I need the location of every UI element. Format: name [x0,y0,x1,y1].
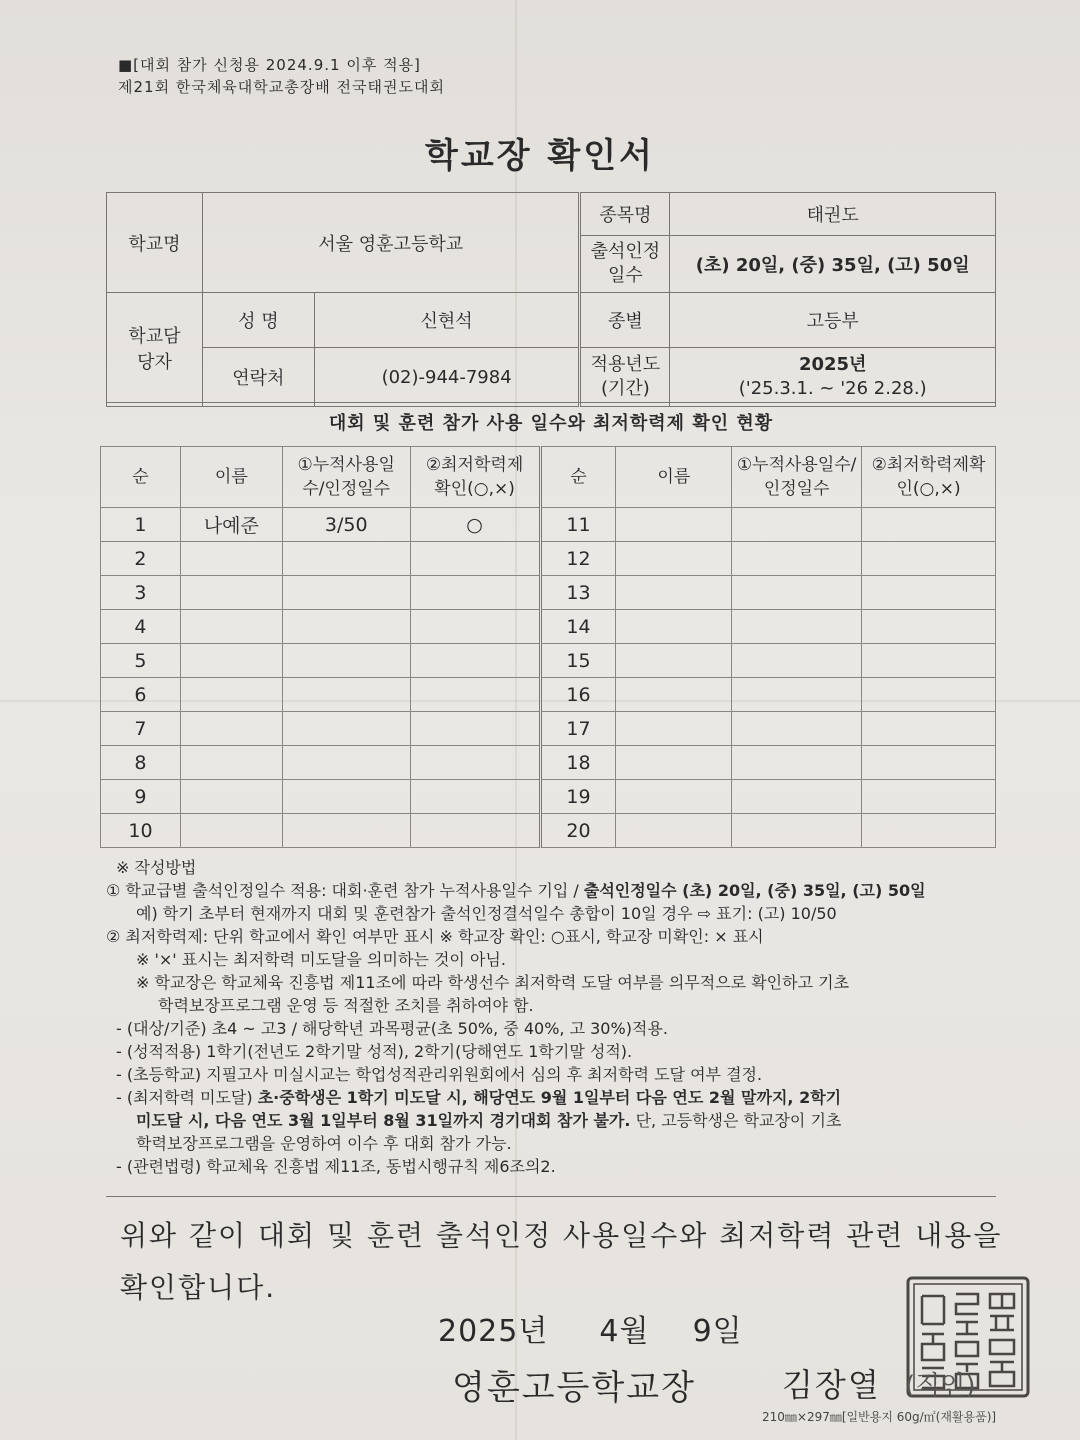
empty-cell [180,712,282,746]
empty-cell [410,610,540,644]
empty-cell [282,746,410,780]
empty-cell [410,814,540,848]
table-row [101,576,996,610]
empty-cell [410,542,540,576]
instructions [106,856,1036,1178]
row-number: 2 [101,542,181,576]
detail-not-reached-bold-2: 미도달 시, 다음 연도 3월 1일부터 8월 31일까지 경기대회 참가 불가. [136,1111,631,1130]
instruction-1-example: 예) 학기 초부터 현재까지 대회 및 훈련참가 출석인정결석일수 총합이 10일 경우 ⇨ 표기: (고) 10/50 [136,904,837,923]
row-number-right: 18 [540,746,616,780]
date-month: 4월 [599,1314,650,1349]
row-number-right: 11 [540,508,616,542]
empty-cell [180,542,282,576]
empty-cell [732,542,862,576]
col-header-no: 순 [101,447,181,508]
empty-cell [180,678,282,712]
detail-elementary: - (초등학교) 지필고사 미실시교는 학업성적관리위원회에서 심의 후 최저학력 도달 여부 결정. [116,1065,763,1084]
col-header-no-right: 순 [540,447,616,508]
empty-cell [410,780,540,814]
contact-label: 연락처 [202,348,314,407]
confirmation-line-2: 확인합니다. [120,1271,277,1304]
apply-period-value: ('25.3.1. ~ '26 2.28.) [738,378,927,399]
date-year: 2025년 [438,1314,549,1349]
table-row [101,542,996,576]
detail-not-reached-cont [106,1109,1036,1132]
table-row [101,746,996,780]
row-number: 10 [101,814,181,848]
principal-title: 영훈고등학교장 [452,1368,696,1408]
empty-cell [862,712,996,746]
empty-cell [732,712,862,746]
divider [106,1196,996,1197]
empty-cell [180,576,282,610]
form-usage-note: ■[대회 참가 신청용 2024.9.1 이후 적용] [118,56,421,74]
empty-cell [180,780,282,814]
col-header-name-right: 이름 [616,447,732,508]
instruction-1-bold: 출석인정일수 (초) 20일, (중) 35일, (고) 50일 [583,881,926,900]
event-label: 종목명 [580,193,670,236]
division-label: 종별 [580,293,670,348]
detail-not-reached [106,1086,1036,1109]
row-number-right: 19 [540,780,616,814]
student-check: ○ [410,508,540,542]
empty-cell [410,576,540,610]
empty-cell [732,780,862,814]
apply-year-label: 적용년도(기간) [580,348,670,407]
table-row [101,814,996,848]
col-header-name: 이름 [180,447,282,508]
empty-cell [732,610,862,644]
instruction-1-text: ① 학교급별 출석인정일수 적용: 대회·훈련 참가 누적사용일수 기입 / [106,881,579,900]
row-number: 7 [101,712,181,746]
empty-cell [410,712,540,746]
empty-cell [180,644,282,678]
school-name-label: 학교명 [107,193,203,293]
instruction-2-note-a: ※ '×' 표시는 최저학력 미도달을 의미하는 것이 아님. [136,950,506,969]
table-row [101,780,996,814]
confirmation-line-1: 위와 같이 대회 및 훈련 출석인정 사용일수와 최저학력 관련 내용을 [120,1219,1003,1252]
row-number-right: 16 [540,678,616,712]
empty-cell [862,746,996,780]
instruction-2: ② 최저학력제: 단위 학교에서 확인 여부만 표시 ※ 학교장 확인: ○표시, 학교장 미확인: × 표시 [106,927,764,946]
empty-cell [862,576,996,610]
school-info-table [106,192,996,407]
division-value: 고등부 [670,293,996,348]
table-row [101,678,996,712]
instruction-1 [106,879,1036,902]
empty-cell [616,644,732,678]
instruction-2-note-b: ※ 학교장은 학교체육 진흥법 제11조에 따라 학생선수 최저학력 도달 여부를 의무적으로 확인하고 기초 [136,973,850,992]
row-number: 4 [101,610,181,644]
empty-cell [616,678,732,712]
empty-cell [282,678,410,712]
empty-cell [282,814,410,848]
date-day: 9일 [692,1314,743,1349]
principal-name: 김장열 [782,1366,881,1404]
detail-not-reached-post: 단, 고등학생은 학교장이 기초 [635,1111,842,1130]
seal-label: (직인) [905,1371,976,1401]
issue-date [438,1306,743,1350]
empty-cell [282,576,410,610]
apply-year-value: 2025년 [798,354,867,375]
empty-cell [732,644,862,678]
empty-cell [732,508,862,542]
empty-cell [862,610,996,644]
detail-not-reached-label: - (최저학력 미도달) [116,1088,253,1107]
detail-not-reached-bold: 초·중학생은 1학기 미도달 시, 해당연도 9월 1일부터 다음 연도 2월 말까지, 2학기 [257,1088,842,1107]
table-row [101,610,996,644]
empty-cell [862,814,996,848]
empty-cell [616,508,732,542]
row-number: 3 [101,576,181,610]
student-name: 나예준 [180,508,282,542]
col-header-check-right: ②최저학력제확인(○,×) [862,447,996,508]
empty-cell [616,542,732,576]
document-title: 학교장 확인서 [425,136,655,176]
manager-name-label: 성 명 [202,293,314,348]
empty-cell [616,610,732,644]
empty-cell [282,644,410,678]
row-number-right: 12 [540,542,616,576]
row-number: 8 [101,746,181,780]
roster-subtitle: 대회 및 훈련 참가 사용 일수와 최저학력제 확인 현황 [106,402,996,445]
empty-cell [862,508,996,542]
row-number-right: 13 [540,576,616,610]
student-days: 3/50 [282,508,410,542]
row-number: 6 [101,678,181,712]
detail-law: - (관련법령) 학교체육 진흥법 제11조, 동법시행규칙 제6조의2. [116,1157,556,1176]
col-header-days: ①누적사용일수/인정일수 [282,447,410,508]
row-number-right: 15 [540,644,616,678]
empty-cell [732,576,862,610]
roster-table [100,446,996,848]
empty-cell [862,678,996,712]
competition-name: 제21회 한국체육대학교총장배 전국태권도대회 [118,78,445,96]
empty-cell [410,644,540,678]
empty-cell [862,780,996,814]
empty-cell [862,542,996,576]
empty-cell [616,576,732,610]
empty-cell [616,814,732,848]
row-number-right: 20 [540,814,616,848]
empty-cell [180,610,282,644]
manager-label: 학교담당자 [107,293,203,407]
empty-cell [410,678,540,712]
row-number: 9 [101,780,181,814]
row-number-right: 14 [540,610,616,644]
empty-cell [732,746,862,780]
empty-cell [180,814,282,848]
empty-cell [616,780,732,814]
table-row [101,508,996,542]
empty-cell [282,780,410,814]
row-number: 5 [101,644,181,678]
empty-cell [282,542,410,576]
attendance-days-label: 출석인정일수 [580,236,670,293]
detail-target: - (대상/기준) 초4 ~ 고3 / 해당학년 과목평균(초 50%, 중 40%, 고 30%)적용. [116,1019,668,1038]
table-row [101,644,996,678]
empty-cell [862,644,996,678]
empty-cell [180,746,282,780]
event-value: 태권도 [670,193,996,236]
empty-cell [616,746,732,780]
row-number-right: 17 [540,712,616,746]
paper-spec: 210㎜×297㎜[일반용지 60g/㎡(재활용품)] [762,1410,997,1424]
detail-grades: - (성적적용) 1학기(전년도 2학기말 성적), 2학기(당해연도 1학기말 성적). [116,1042,633,1061]
instruction-2-note-b-cont: 학력보장프로그램 운영 등 적절한 조치를 취하여야 함. [158,996,534,1015]
empty-cell [410,746,540,780]
detail-not-reached-post-2: 학력보장프로그램을 운영하여 이수 후 대회 참가 가능. [136,1134,512,1153]
empty-cell [282,610,410,644]
col-header-days-right: ①누적사용일수/인정일수 [732,447,862,508]
empty-cell [282,712,410,746]
col-header-check: ②최저학력제확인(○,×) [410,447,540,508]
contact-value: (02)-944-7984 [314,348,580,407]
apply-year-cell [670,348,996,407]
instructions-heading: ※ 작성방법 [116,858,197,877]
manager-name-value: 신현석 [314,293,580,348]
empty-cell [732,814,862,848]
table-row [101,712,996,746]
attendance-days-value: (초) 20일, (중) 35일, (고) 50일 [670,236,996,293]
empty-cell [616,712,732,746]
empty-cell [732,678,862,712]
school-name-value: 서울 영훈고등학교 [202,193,580,293]
row-number: 1 [101,508,181,542]
seal-glyph-right [990,1294,1014,1386]
